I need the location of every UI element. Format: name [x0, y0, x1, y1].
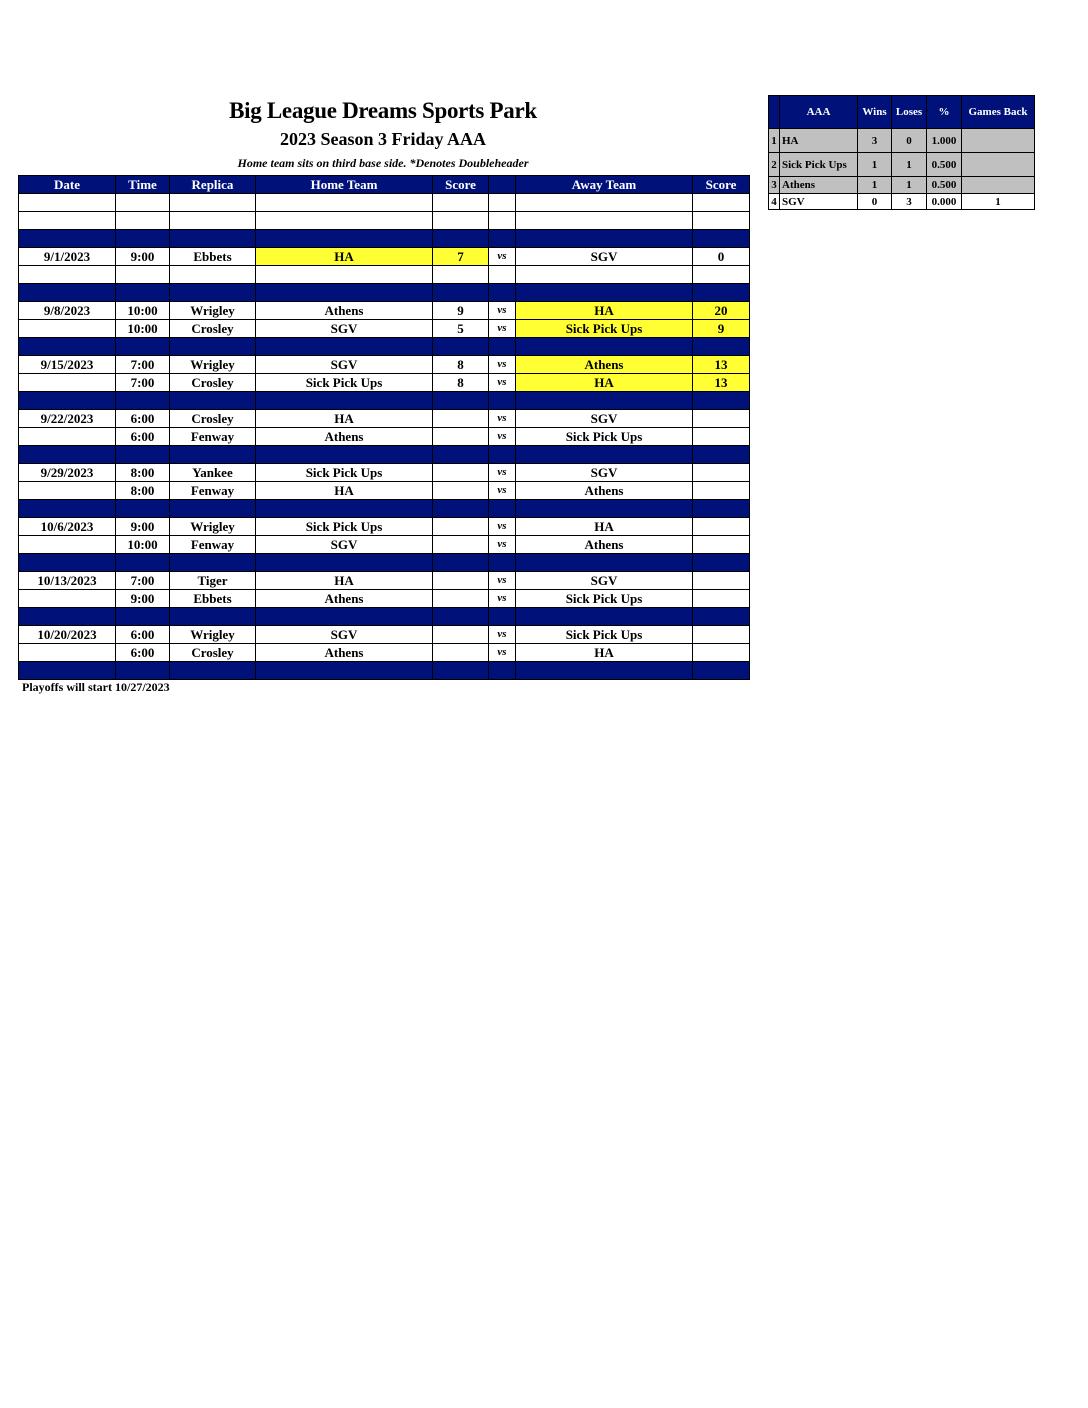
losses-cell: 1	[892, 153, 927, 177]
replica-cell: Fenway	[170, 482, 256, 500]
separator-cell	[693, 338, 750, 356]
separator-cell	[489, 608, 516, 626]
replica-cell: Crosley	[170, 374, 256, 392]
separator-cell	[693, 608, 750, 626]
away-team-cell: Sick Pick Ups	[516, 320, 693, 338]
separator-cell	[489, 500, 516, 518]
time-cell	[116, 212, 170, 230]
home-score-cell	[433, 464, 489, 482]
separator-cell	[19, 446, 116, 464]
replica-cell: Wrigley	[170, 302, 256, 320]
away-score-cell	[693, 194, 750, 212]
home-score-cell	[433, 590, 489, 608]
rank-cell: 1	[769, 129, 780, 153]
home-score-cell	[433, 482, 489, 500]
date-cell: 10/20/2023	[19, 626, 116, 644]
date-cell	[19, 590, 116, 608]
game-row	[19, 464, 750, 482]
team-cell: Athens	[780, 177, 858, 194]
replica-cell: Wrigley	[170, 356, 256, 374]
schedule-table	[18, 175, 750, 680]
away-score-cell: 20	[693, 302, 750, 320]
home-team-cell: SGV	[256, 356, 433, 374]
separator-cell	[170, 284, 256, 302]
separator-cell	[19, 554, 116, 572]
replica-cell: Wrigley	[170, 626, 256, 644]
game-row	[19, 572, 750, 590]
away-team-cell: HA	[516, 302, 693, 320]
time-cell: 9:00	[116, 518, 170, 536]
separator-cell	[116, 338, 170, 356]
col-header-replica: Replica	[170, 176, 256, 194]
replica-cell: Ebbets	[170, 248, 256, 266]
away-team-cell: HA	[516, 644, 693, 662]
separator-cell	[433, 284, 489, 302]
away-team-cell: SGV	[516, 410, 693, 428]
standings-header-pct: %	[927, 96, 962, 129]
away-score-cell	[693, 518, 750, 536]
separator-cell	[516, 338, 693, 356]
standings-row	[769, 177, 1035, 194]
separator-cell	[433, 500, 489, 518]
home-team-cell: Sick Pick Ups	[256, 374, 433, 392]
separator-cell	[19, 230, 116, 248]
away-score-cell	[693, 212, 750, 230]
team-cell: HA	[780, 129, 858, 153]
separator-cell	[256, 338, 433, 356]
separator-cell	[19, 392, 116, 410]
standings-header-games-back: Games Back	[962, 96, 1035, 129]
separator-cell	[433, 554, 489, 572]
separator-cell	[693, 230, 750, 248]
rank-cell: 2	[769, 153, 780, 177]
date-cell	[19, 266, 116, 284]
page-subtitle: 2023 Season 3 Friday AAA	[279, 129, 486, 149]
separator-cell	[170, 338, 256, 356]
away-team-cell: Athens	[516, 536, 693, 554]
separator-cell	[489, 284, 516, 302]
home-team-cell	[256, 212, 433, 230]
separator-cell	[489, 446, 516, 464]
home-score-cell	[433, 626, 489, 644]
separator-cell	[116, 554, 170, 572]
date-cell	[19, 320, 116, 338]
game-row	[19, 374, 750, 392]
separator-cell	[516, 392, 693, 410]
separator-cell	[19, 500, 116, 518]
time-cell	[116, 266, 170, 284]
separator-cell	[19, 662, 116, 680]
standings-table	[768, 95, 1035, 210]
replica-cell: Yankee	[170, 464, 256, 482]
week-separator-row	[19, 662, 750, 680]
home-score-cell: 9	[433, 302, 489, 320]
separator-cell	[256, 554, 433, 572]
separator-cell	[433, 446, 489, 464]
vs-cell	[489, 194, 516, 212]
vs-cell: vs	[489, 428, 516, 446]
home-score-cell	[433, 212, 489, 230]
date-cell	[19, 194, 116, 212]
vs-cell: vs	[489, 320, 516, 338]
game-row	[19, 644, 750, 662]
game-row	[19, 536, 750, 554]
separator-cell	[516, 500, 693, 518]
separator-cell	[516, 284, 693, 302]
date-cell: 10/6/2023	[19, 518, 116, 536]
separator-cell	[489, 554, 516, 572]
separator-cell	[489, 230, 516, 248]
col-header-home-team: Home Team	[256, 176, 433, 194]
away-team-cell: SGV	[516, 248, 693, 266]
week-separator-row	[19, 608, 750, 626]
separator-cell	[116, 608, 170, 626]
home-team-cell: HA	[256, 482, 433, 500]
away-score-cell: 13	[693, 356, 750, 374]
week-separator-row	[19, 500, 750, 518]
away-team-cell	[516, 266, 693, 284]
separator-cell	[256, 392, 433, 410]
game-row	[19, 212, 750, 230]
week-separator-row	[19, 554, 750, 572]
date-cell: 9/22/2023	[19, 410, 116, 428]
vs-cell: vs	[489, 302, 516, 320]
wins-cell: 0	[858, 194, 892, 210]
standings-body	[769, 129, 1035, 210]
time-cell: 6:00	[116, 626, 170, 644]
col-header-time: Time	[116, 176, 170, 194]
separator-cell	[433, 230, 489, 248]
away-team-cell: SGV	[516, 464, 693, 482]
games-back-cell: 1	[962, 194, 1035, 210]
separator-cell	[516, 446, 693, 464]
playoffs-note: Playoffs will start 10/27/2023	[22, 680, 170, 694]
date-cell: 9/29/2023	[19, 464, 116, 482]
separator-cell	[693, 500, 750, 518]
time-cell: 9:00	[116, 248, 170, 266]
away-team-cell: HA	[516, 374, 693, 392]
losses-cell: 1	[892, 177, 927, 194]
vs-cell: vs	[489, 356, 516, 374]
away-score-cell: 13	[693, 374, 750, 392]
home-score-cell	[433, 266, 489, 284]
home-team-cell: HA	[256, 410, 433, 428]
home-score-cell: 8	[433, 356, 489, 374]
replica-cell: Tiger	[170, 572, 256, 590]
away-score-cell	[693, 428, 750, 446]
home-score-cell: 8	[433, 374, 489, 392]
away-team-cell: Athens	[516, 356, 693, 374]
away-score-cell	[693, 266, 750, 284]
game-row	[19, 428, 750, 446]
separator-cell	[170, 446, 256, 464]
replica-cell	[170, 266, 256, 284]
away-team-cell	[516, 194, 693, 212]
week-separator-row	[19, 338, 750, 356]
away-score-cell	[693, 410, 750, 428]
vs-cell: vs	[489, 248, 516, 266]
separator-cell	[433, 392, 489, 410]
date-cell: 9/1/2023	[19, 248, 116, 266]
wins-cell: 1	[858, 177, 892, 194]
vs-cell	[489, 212, 516, 230]
vs-cell: vs	[489, 644, 516, 662]
separator-cell	[256, 608, 433, 626]
separator-cell	[489, 392, 516, 410]
home-team-cell: SGV	[256, 536, 433, 554]
standings-row	[769, 194, 1035, 210]
replica-cell: Ebbets	[170, 590, 256, 608]
replica-cell: Fenway	[170, 536, 256, 554]
time-cell: 10:00	[116, 320, 170, 338]
game-row	[19, 302, 750, 320]
separator-cell	[170, 608, 256, 626]
schedule-body	[19, 194, 750, 680]
standings-row	[769, 129, 1035, 153]
time-cell: 8:00	[116, 482, 170, 500]
home-score-cell	[433, 536, 489, 554]
date-cell	[19, 644, 116, 662]
home-team-cell: Athens	[256, 590, 433, 608]
date-cell	[19, 482, 116, 500]
game-row	[19, 356, 750, 374]
date-cell: 9/8/2023	[19, 302, 116, 320]
games-back-cell	[962, 129, 1035, 153]
game-row	[19, 518, 750, 536]
vs-cell: vs	[489, 410, 516, 428]
col-header-home-score: Score	[433, 176, 489, 194]
game-row	[19, 266, 750, 284]
home-team-cell: Sick Pick Ups	[256, 518, 433, 536]
date-cell	[19, 212, 116, 230]
away-score-cell	[693, 590, 750, 608]
game-row	[19, 626, 750, 644]
replica-cell: Wrigley	[170, 518, 256, 536]
time-cell	[116, 194, 170, 212]
separator-cell	[516, 662, 693, 680]
separator-cell	[170, 662, 256, 680]
week-separator-row	[19, 284, 750, 302]
vs-cell: vs	[489, 572, 516, 590]
col-header-away-team: Away Team	[516, 176, 693, 194]
separator-cell	[116, 392, 170, 410]
separator-cell	[170, 392, 256, 410]
separator-cell	[256, 662, 433, 680]
home-team-cell: SGV	[256, 320, 433, 338]
home-score-cell	[433, 410, 489, 428]
standings-header-wins: Wins	[858, 96, 892, 129]
replica-cell: Crosley	[170, 410, 256, 428]
pct-cell: 1.000	[927, 129, 962, 153]
rank-cell: 3	[769, 177, 780, 194]
separator-cell	[433, 662, 489, 680]
col-header-away-score: Score	[693, 176, 750, 194]
away-score-cell	[693, 464, 750, 482]
pct-cell: 0.000	[927, 194, 962, 210]
standings-header-rank	[769, 96, 780, 129]
time-cell: 6:00	[116, 410, 170, 428]
replica-cell: Crosley	[170, 320, 256, 338]
time-cell: 10:00	[116, 302, 170, 320]
separator-cell	[693, 446, 750, 464]
away-score-cell	[693, 572, 750, 590]
col-header-date: Date	[19, 176, 116, 194]
home-team-cell: SGV	[256, 626, 433, 644]
game-row	[19, 410, 750, 428]
replica-cell	[170, 212, 256, 230]
separator-cell	[116, 662, 170, 680]
home-score-cell	[433, 518, 489, 536]
separator-cell	[693, 554, 750, 572]
away-team-cell: HA	[516, 518, 693, 536]
away-team-cell	[516, 212, 693, 230]
standings-row	[769, 153, 1035, 177]
week-separator-row	[19, 230, 750, 248]
standings-header-losses: Loses	[892, 96, 927, 129]
separator-cell	[433, 338, 489, 356]
separator-cell	[489, 662, 516, 680]
games-back-cell	[962, 153, 1035, 177]
home-team-cell: HA	[256, 572, 433, 590]
wins-cell: 1	[858, 153, 892, 177]
vs-cell: vs	[489, 536, 516, 554]
vs-cell	[489, 266, 516, 284]
home-score-cell: 7	[433, 248, 489, 266]
home-score-cell: 5	[433, 320, 489, 338]
standings-header-row	[769, 96, 1035, 129]
game-row	[19, 590, 750, 608]
col-header-vs	[489, 176, 516, 194]
vs-cell: vs	[489, 374, 516, 392]
schedule-header-row	[19, 176, 750, 194]
wins-cell: 3	[858, 129, 892, 153]
separator-cell	[693, 392, 750, 410]
home-score-cell	[433, 572, 489, 590]
pct-cell: 0.500	[927, 177, 962, 194]
losses-cell: 3	[892, 194, 927, 210]
separator-cell	[170, 230, 256, 248]
away-score-cell: 0	[693, 248, 750, 266]
date-cell	[19, 536, 116, 554]
date-cell: 9/15/2023	[19, 356, 116, 374]
week-separator-row	[19, 446, 750, 464]
home-team-cell	[256, 194, 433, 212]
home-team-cell: Athens	[256, 302, 433, 320]
vs-cell: vs	[489, 626, 516, 644]
separator-cell	[116, 500, 170, 518]
separator-cell	[693, 284, 750, 302]
separator-cell	[256, 230, 433, 248]
week-separator-row	[19, 392, 750, 410]
away-score-cell	[693, 644, 750, 662]
home-score-cell	[433, 644, 489, 662]
separator-cell	[170, 554, 256, 572]
date-cell	[19, 428, 116, 446]
separator-cell	[116, 284, 170, 302]
separator-cell	[170, 500, 256, 518]
losses-cell: 0	[892, 129, 927, 153]
away-team-cell: Sick Pick Ups	[516, 626, 693, 644]
away-score-cell: 9	[693, 320, 750, 338]
home-score-cell	[433, 428, 489, 446]
vs-cell: vs	[489, 518, 516, 536]
game-row	[19, 248, 750, 266]
page-title: Big League Dreams Sports Park	[229, 98, 537, 123]
time-cell: 7:00	[116, 572, 170, 590]
replica-cell: Fenway	[170, 428, 256, 446]
home-team-cell: Athens	[256, 644, 433, 662]
time-cell: 7:00	[116, 356, 170, 374]
separator-cell	[516, 230, 693, 248]
team-cell: Sick Pick Ups	[780, 153, 858, 177]
home-team-cell: Athens	[256, 428, 433, 446]
separator-cell	[516, 554, 693, 572]
time-cell: 7:00	[116, 374, 170, 392]
pct-cell: 0.500	[927, 153, 962, 177]
home-team-cell	[256, 266, 433, 284]
time-cell: 6:00	[116, 428, 170, 446]
game-row	[19, 482, 750, 500]
separator-cell	[19, 338, 116, 356]
away-score-cell	[693, 536, 750, 554]
separator-cell	[516, 608, 693, 626]
separator-cell	[256, 446, 433, 464]
games-back-cell	[962, 177, 1035, 194]
vs-cell: vs	[489, 482, 516, 500]
separator-cell	[256, 500, 433, 518]
separator-cell	[19, 608, 116, 626]
date-cell	[19, 374, 116, 392]
team-cell: SGV	[780, 194, 858, 210]
time-cell: 8:00	[116, 464, 170, 482]
game-row	[19, 320, 750, 338]
separator-cell	[19, 284, 116, 302]
separator-cell	[489, 338, 516, 356]
home-team-cell: Sick Pick Ups	[256, 464, 433, 482]
date-cell: 10/13/2023	[19, 572, 116, 590]
away-score-cell	[693, 482, 750, 500]
replica-cell	[170, 194, 256, 212]
time-cell: 9:00	[116, 590, 170, 608]
away-team-cell: Sick Pick Ups	[516, 590, 693, 608]
vs-cell: vs	[489, 464, 516, 482]
rank-cell: 4	[769, 194, 780, 210]
vs-cell: vs	[489, 590, 516, 608]
home-score-cell	[433, 194, 489, 212]
separator-cell	[433, 608, 489, 626]
away-team-cell: Athens	[516, 482, 693, 500]
time-cell: 6:00	[116, 644, 170, 662]
separator-cell	[116, 446, 170, 464]
home-team-cell: HA	[256, 248, 433, 266]
separator-cell	[256, 284, 433, 302]
standings-header-division: AAA	[780, 96, 858, 129]
away-team-cell: SGV	[516, 572, 693, 590]
away-team-cell: Sick Pick Ups	[516, 428, 693, 446]
replica-cell: Crosley	[170, 644, 256, 662]
time-cell: 10:00	[116, 536, 170, 554]
game-row	[19, 194, 750, 212]
separator-cell	[693, 662, 750, 680]
away-score-cell	[693, 626, 750, 644]
schedule-note: Home team sits on third base side. *Denotes Doubleheader	[237, 156, 529, 170]
separator-cell	[116, 230, 170, 248]
